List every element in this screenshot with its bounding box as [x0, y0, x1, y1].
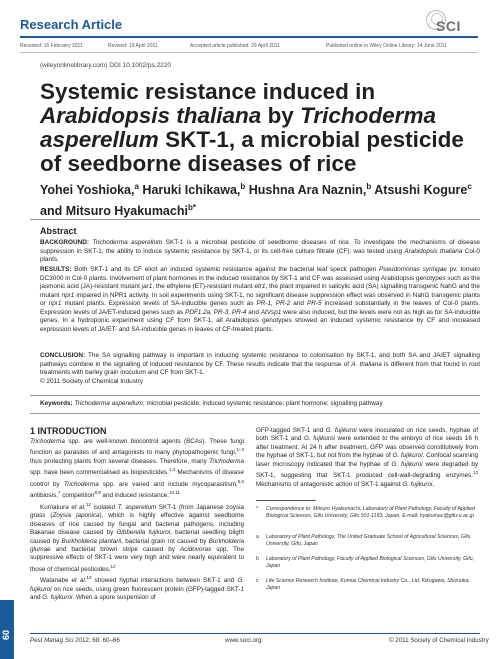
author-list: Yohei Yoshioka,$^a$ Haruki Ichikawa,$^b$ Hushna Ara Naznin,$^b$ Atsushi Kogure$^c$ and Mitsuro Hyakumachi$^{b*}$	[40, 182, 472, 219]
dates-rule	[20, 52, 478, 53]
keywords-rule-bottom	[30, 413, 480, 414]
article-title: Systemic resistance induced in Arabidopsis thaliana by Trichoderma asperellum SKT-1, a microbial pesticide of seedborne diseases of rice	[40, 79, 464, 176]
header-rule	[20, 36, 478, 38]
introduction-heading: 1 INTRODUCTION	[30, 426, 107, 436]
sci-logo	[424, 9, 468, 37]
intro-paragraph-2: Kumakura et al.$^{12}$ isolated T. asperellum SKT-1 (from Japanese zoysia grass (Zoysia japonica), which is highly effective against seedborne diseases of rice caused by fungal and bacterial pathogens, including Bakanae disease caused by Gibberella fujikuroi, bacterial seedling blight caused by Burkholderia plantarii, bacterial grain rot caused by Burkholderia glumae and bacterial brown stripe caused by Acidovorax spp. The suppressive effects of SKT-1 were very high and were nearly equivalent to those of chemical pesticides.$^{12}$	[30, 501, 245, 573]
abstract-heading: Abstract	[40, 226, 77, 236]
footer-rule	[30, 633, 480, 634]
intro-left-column	[30, 438, 244, 603]
footnote-correspondence: * Correspondence to: Mitsuro Hyakumachi, Laboratory of Plant Pathology, Faculty of Applied Biological Sciences, Gifu University, Gifu 501-1193, Japan. E-mail: hyakumac@gifu-u.ac.jp	[256, 506, 475, 519]
date-received: Received: 15 February 2011	[20, 43, 83, 49]
intro-paragraph-1: Trichoderma spp. are well-known biocontrol agents (BCAs). These fungi function as parasites of and antagonists to many phytopathogenic fungi,$^{1-3}$ thus protecting plants from several diseases. Therefore, many Trichoderma spp. have been commercialised as biopesticides.$^{1,4}$ Mechanisms of disease control by Trichoderma spp. are varied and include mycoparasitism,$^{5,6}$ antibiosis,$^7$ competition$^{8,9}$ and induced resistance.$^{10,11}$	[30, 438, 244, 500]
footnote-rule	[256, 500, 316, 501]
page-number-tab: 60	[0, 600, 14, 659]
footer-copyright: © 2011 Society of Chemical Industry	[389, 637, 489, 644]
keywords-line: Keywords: Trichoderma asperellum; microbial pesticide; induced systemic resistance; plant hormone; signalling pathway	[40, 400, 383, 407]
intro-paragraph-3: Watanabe et al.$^{13}$ showed hyphal interactions between SKT-1 and G. fujikuroi on rice seeds, using green fluorescent protein (GFP)-tagged SKT-1 and G. fujikuroi. When a spore suspension of	[30, 575, 244, 602]
footer-citation: Pest Manag Sci 2012; 68: 60–66	[30, 637, 120, 644]
footnote-affiliation-b: b Laboratory of Plant Pathology, Faculty of Applied Biological Sciences, Gifu University, Gifu, Japan	[256, 556, 475, 569]
date-accepted: Accepted article published: 29 April 2011	[190, 43, 280, 49]
abstract-conclusion: CONCLUSION: The SA signalling pathway is important in inducing systemic resistance to colonisation by SKT-1, and both SA and JA/ET signalling pathways combine in the signalling of induced resistance by CF. These results indicate that the response of A. thaliana is different from that found in root treatments with barley grain inoculum and CF from SKT-1. © 2011 Society of Chemical Industry	[40, 352, 480, 385]
footer-site-link[interactable]: www.soci.org	[225, 637, 262, 644]
abstract-rule	[30, 219, 480, 220]
date-revised: Revised: 19 April 2011	[108, 43, 158, 49]
abstract-copyright: © 2011 Society of Chemical Industry	[40, 377, 143, 385]
abstract-results: RESULTS: Both SKT-1 and its CF elicit an induced systemic resistance against the bacterial leaf speck pathogen Pseudomonas syringae pv. tomato DC3000 in Col-0 plants. Involvement of plant hormones in the induced resistance by SKT-1 and CF was assessed using Arabidopsis genotypes such as the jasmonic acid (JA)-resistant mutant jar1, the ethylene (ET)-resistant mutant etr1, the plant impaired in salicylic acid (SA) signalling transgenic NahG and the mutant npr1 impaired in NPR1 activity. In soil experiments using SKT-1, no significant disease suppression effect was observed in NahG transgenic plants or npr1 mutant plants. Expression levels of SA-inducible genes such as PR-1, PR-2 and PR-5 increased substantially in the leaves of Col-0 plants. Expression levels of JA/ET-induced genes such as PDF1.2a, PR-3, PR-4 and AtVsp1 were also induced, but the levels were not as high as for SA-inducible genes. In a hydroponic experiment using CF from SKT-1, all Arabidopsis genotypes showed an induced systemic resistance by CF and increased expression levels of JA/ET- and SA-inducible genes in leaves of CF-treated plants.	[40, 266, 481, 333]
footnote-affiliation-c: c Life Science Research Institute, Kumiai Chemical Industry Co., Ltd, Kikugawa, Shizuoka, Japan	[256, 578, 470, 591]
footnote-affiliation-a: a Laboratory of Plant Pathology, The United Graduate School of Agricultural Sciences, Gifu University, Gifu, Japan	[256, 534, 471, 547]
keywords-rule-top	[30, 395, 480, 396]
logo-text: SCI	[436, 18, 461, 34]
section-label: Research Article	[20, 17, 123, 32]
intro-right-column: GFP-tagged SKT-1 and G. fujikuroi were inoculated on rice seeds, hyphae of both SKT-1 and G. fujikuroi were extended to the embryo of rice seeds 16 h after treatment. At 24 h after treatment, GFP was observed constitutively from the hyphae of SKT-1, but not from the hyphae of G. fujikuroi. Confocal scanning laser microscopy indicated that the hyphae of G. fujikuroi were degraded by SKT-1, suggesting that SKT-1 produced cell-wall-degrading enzymes.$^{13}$ Mechanisms of antagonistic action of SKT-1 against G. fujikuroi,	[256, 427, 478, 488]
doi-link[interactable]: (wileyonlinelibrary.com) DOI 10.1002/ps.2220	[40, 62, 172, 69]
abstract-background: BACKGROUND: Trichoderma asperellum SKT-1 is a microbial pesticide of seedborne diseases of rice. To investigate the mechanisms of disease suppression in SKT-1, the ability to induce systemic resistance by SKT-1, or its cell-free culture filtrate (CF), was tested using Arabidopsis thaliana Col-0 plants.	[40, 239, 480, 263]
date-online: Published online in Wiley Online Library: 14 June 2011	[326, 43, 447, 49]
